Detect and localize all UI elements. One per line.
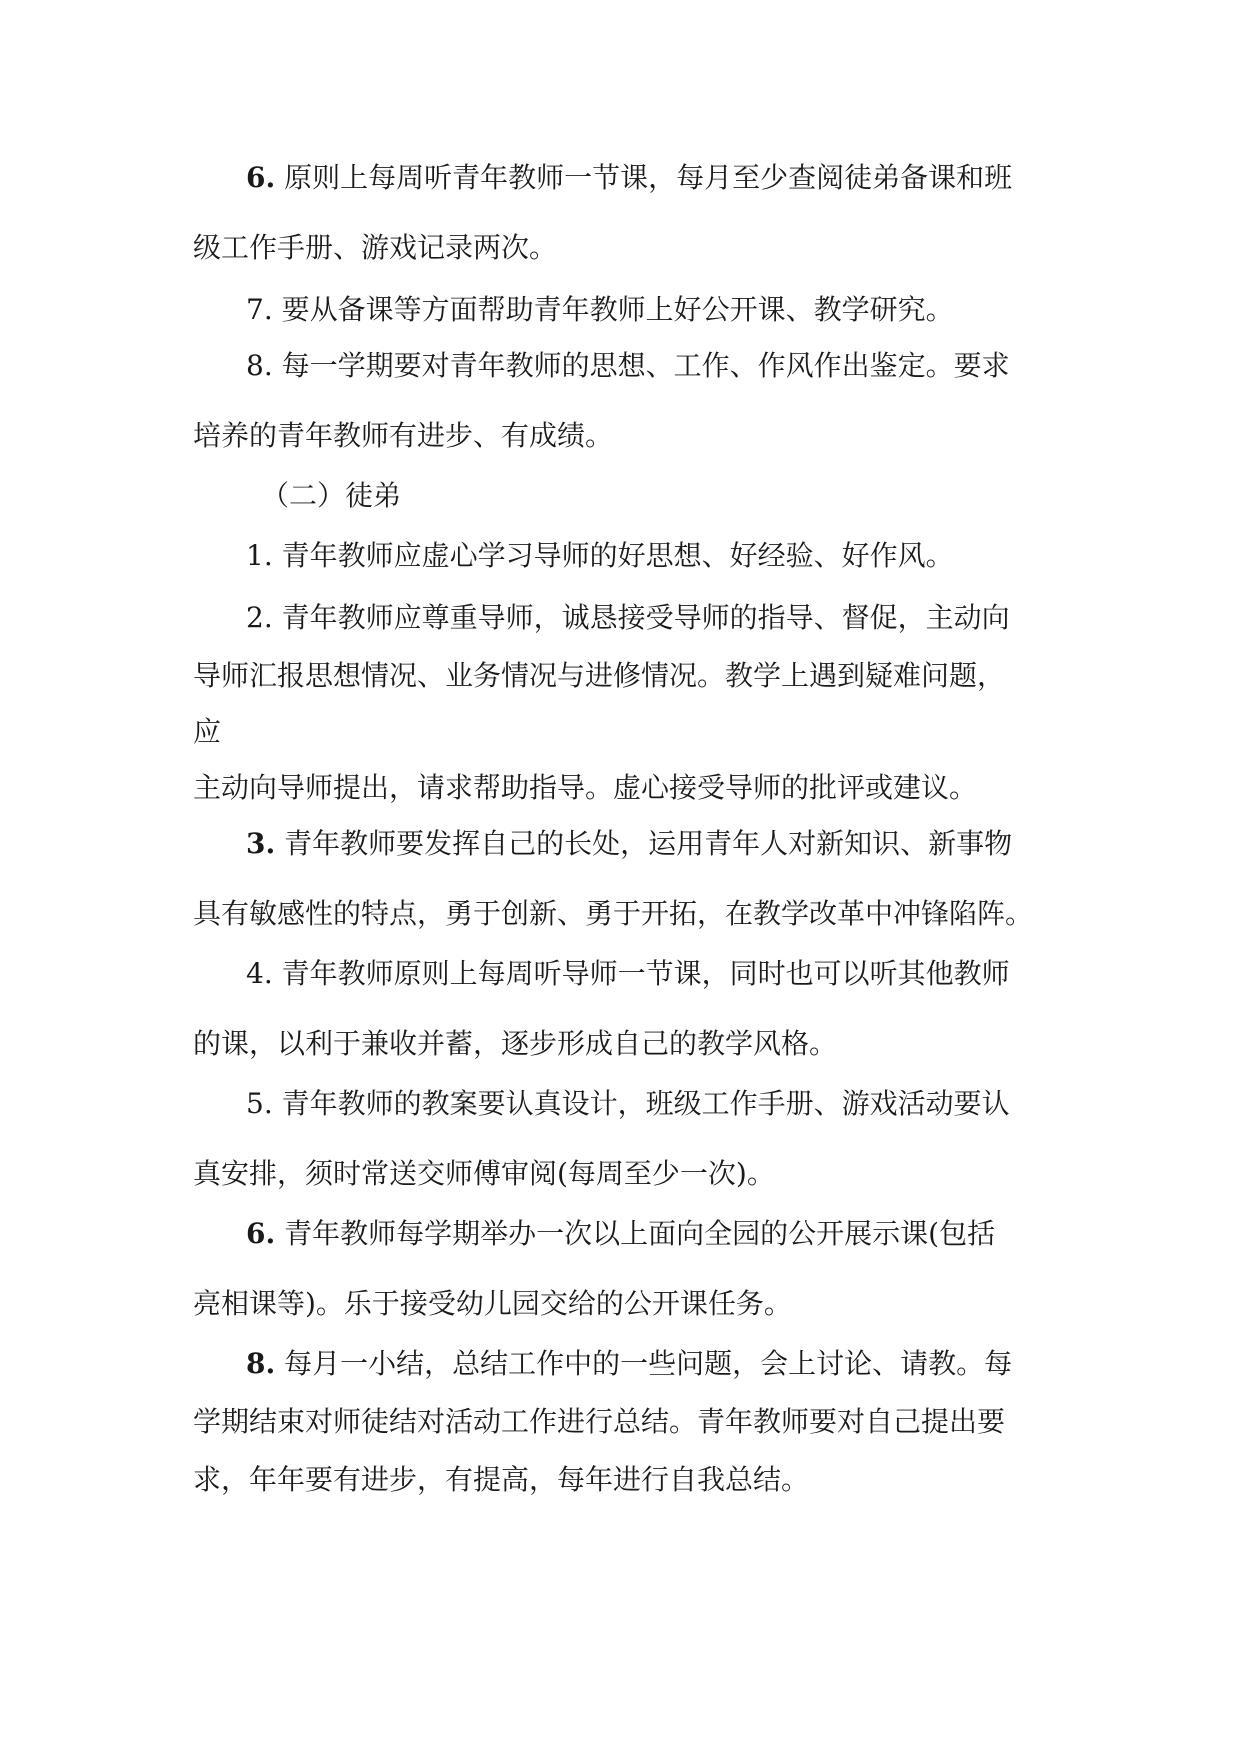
item-number: 1.: [246, 539, 273, 572]
item-number: 5.: [246, 1087, 273, 1120]
item-number: 8.: [246, 1347, 276, 1380]
mentor-item-6-line-2: 级工作手册、游戏记录两次。: [193, 231, 558, 264]
item-text: 青年教师的教案要认真设计，班级工作手册、游戏活动要认: [281, 1087, 1010, 1120]
item-text: 每一学期要对青年教师的思想、工作、作风作出鉴定。要求: [281, 349, 1010, 382]
apprentice-item-2-line-3: 应: [193, 715, 222, 748]
apprentice-item-6-line-2: 亮相课等)。乐于接受幼儿园交给的公开课任务。: [193, 1287, 792, 1320]
apprentice-item-4-line-2: 的课，以利于兼收并蓄，逐步形成自己的教学风格。: [193, 1027, 838, 1060]
apprentice-item-3-line-2: 具有敏感性的特点，勇于创新、勇于开拓，在教学改革中冲锋陷阵。: [193, 897, 1034, 930]
apprentice-item-5-line-1: [246, 1084, 1010, 1124]
apprentice-item-3-line-1: [246, 824, 1012, 864]
item-number: 7.: [246, 293, 273, 326]
item-number: 3.: [246, 827, 276, 860]
apprentice-item-2-line-2: 导师汇报思想情况、业务情况与进修情况。教学上遇到疑难问题，: [193, 659, 1006, 692]
apprentice-item-8-line-1: [246, 1344, 1012, 1384]
apprentice-item-8-line-2: 学期结束对师徒结对活动工作进行总结。青年教师要对自己提出要: [193, 1405, 1006, 1438]
mentor-item-8-line-2: 培养的青年教师有进步、有成绩。: [193, 419, 614, 452]
apprentice-item-6-line-1: [246, 1214, 995, 1254]
apprentice-item-8-line-3: 求，年年要有进步，有提高，每年进行自我总结。: [193, 1463, 810, 1496]
apprentice-item-1-line-1: [246, 536, 954, 576]
item-text: 青年教师应虚心学习导师的好思想、好经验、好作风。: [281, 539, 954, 572]
apprentice-item-4-line-1: [246, 954, 1010, 994]
item-text: 青年教师原则上每周听导师一节课，同时也可以听其他教师: [281, 957, 1010, 990]
item-text: 青年教师应尊重导师，诚恳接受导师的指导、督促，主动向: [281, 601, 1010, 634]
apprentice-item-2-line-4: 主动向导师提出，请求帮助指导。虚心接受导师的批评或建议。: [193, 771, 978, 804]
item-text: 青年教师要发挥自己的长处，运用青年人对新知识、新事物: [284, 827, 1013, 860]
section-heading: （二）徒弟: [261, 479, 402, 512]
item-text: 要从备课等方面帮助青年教师上好公开课、教学研究。: [281, 293, 954, 326]
item-number: 8.: [246, 349, 273, 382]
apprentice-item-2-line-1: [246, 598, 1010, 638]
apprentice-item-5-line-2: 真安排，须时常送交师傅审阅(每周至少一次)。: [193, 1157, 775, 1190]
mentor-item-8-line-1: [246, 346, 1010, 386]
item-number: 2.: [246, 601, 273, 634]
mentor-item-7-line-1: [246, 290, 954, 330]
item-text: 原则上每周听青年教师一节课，每月至少查阅徒弟备课和班: [284, 161, 1013, 194]
item-number: 4.: [246, 957, 273, 990]
mentor-item-6-line-1: [246, 158, 1012, 198]
item-number: 6.: [246, 1217, 276, 1250]
item-text: 每月一小结，总结工作中的一些问题，会上讨论、请教。每: [284, 1347, 1013, 1380]
item-number: 6.: [246, 161, 276, 194]
item-text: 青年教师每学期举办一次以上面向全园的公开展示课(包括: [284, 1217, 996, 1250]
